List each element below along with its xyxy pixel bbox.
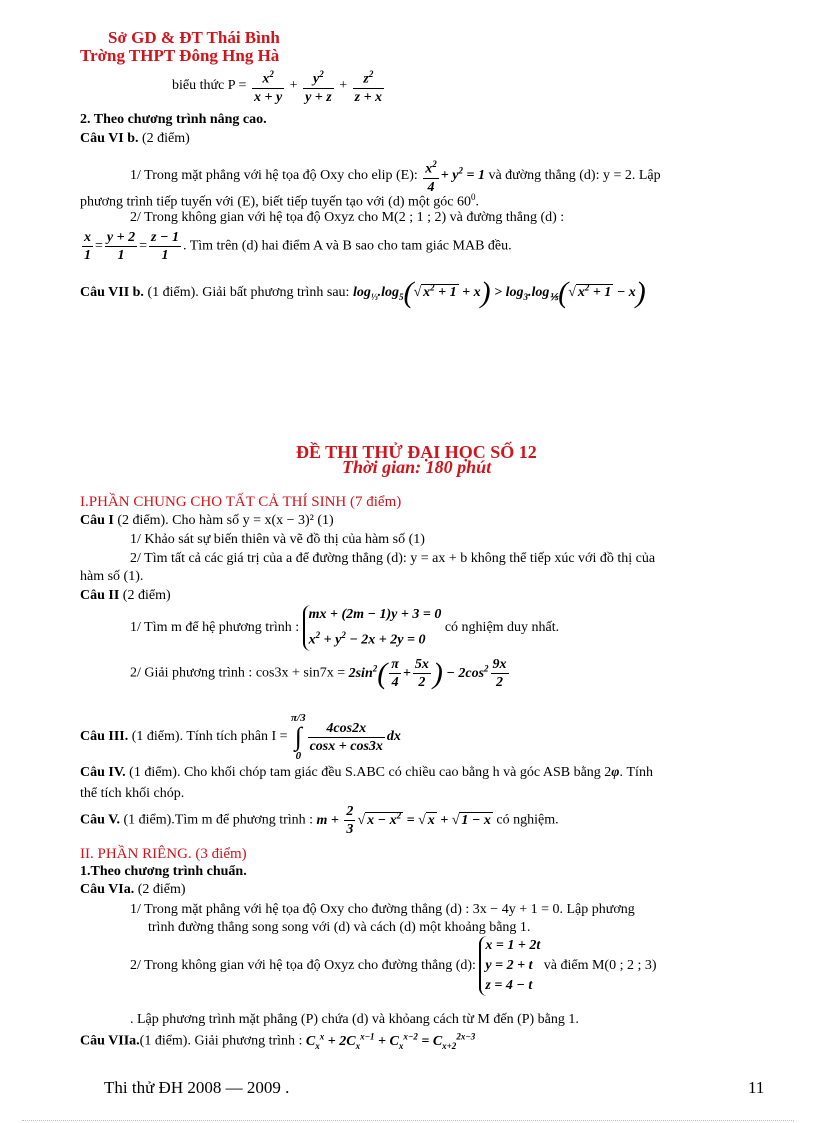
section-heading-advanced: 2. Theo chương trình nâng cao. — [80, 112, 267, 127]
question-7a: Câu VIIa.(1 điểm). Giải phương trình : $C_x^x + 2C_x^{x-1} + C_x^{x-2} = C_{x+2}^{2x-3}$ — [80, 1031, 476, 1051]
footer-text: Thi thử ĐH 2008 — 2009 . — [104, 1078, 290, 1097]
question-6b-header: Câu VI b. (2 điểm) — [80, 131, 190, 146]
page-number: 11 — [748, 1078, 765, 1097]
question-1-2: 2/ Tìm tất cả các giá trị của a để đường thẳng (d): y = ax + b không thể tiếp xúc với đồ thị của — [130, 551, 656, 566]
question-7b: Câu VII b. (1 điểm). Giải bất phương trình sau: $\log_{\frac{1}{3}}.\log_5(√$ $x^2 + 1 + x) > \log_3.\log_{\frac{1}{5}}(√$ $x^2 + 1 - x$) — [80, 276, 646, 309]
fraction: $\frac{x^2}{4}$ — [423, 156, 439, 196]
question-6b-1: 1/ Trong mặt phẳng với hệ tọa độ Oxy cho elip (E): $\frac{x^2}{4}$ + $y^2 = 1$ và đường thẳng (d): y = 2. Lập — [130, 156, 661, 196]
question-2: Câu II (2 điểm) — [80, 588, 171, 603]
question-5: Câu V. (1 điểm).Tìm m để phương trình : m + $\frac{2}{3}$ √ $x - x^2$ = √ x + √ 1 − x có nghiệm. — [80, 804, 559, 837]
question-6a-2: 2/ Trong không gian với hệ tọa độ Oxyz cho đường thẳng (d): x = 1 + 2t y = 2 + t z = 4 − t và điểm M(0 ; 2 ; 3) — [130, 936, 657, 996]
expression-p: biểu thức P = $\frac{x^2}{x + y}$ + $\frac{y^2}{y + z}$ + $\frac{z^2}{z + x}$ — [172, 66, 386, 106]
question-1: Câu I (2 điểm). Cho hàm số y = x(x − 3)² (1) — [80, 513, 334, 528]
question-3: Câu III. (1 điểm). Tính tích phân I = π/3 ∫ 0 $\frac{4\cos 2x}{\cos x + \cos 3x}$ dx — [80, 712, 401, 762]
question-4-cont: thể tích khối chóp. — [80, 786, 185, 801]
footer-divider — [22, 1120, 794, 1121]
school-name: Trờng THPT Đông Hng Hà — [80, 46, 280, 65]
question-4: Câu IV. (1 điểm). Cho khối chóp tam giác đều S.ABC có chiều cao bằng h và góc ASB bằng 2φ. Tính — [80, 765, 653, 780]
question-6b-2: 2/ Trong không gian với hệ tọa độ Oxyz cho M(2 ; 1 ; 2) và đường thẳng (d) : — [130, 210, 565, 225]
question-6a-1: 1/ Trong mặt phẳng với hệ tọa độ Oxy cho đường thẳng (d) : 3x − 4y + 1 = 0. Lập phương — [130, 902, 635, 917]
fraction: $\frac{z^2}{z + x}$ — [353, 66, 384, 106]
exam-time: Thời gian: 180 phút — [342, 457, 492, 477]
question-6a-1-cont: trình đường thẳng song song với (d) và cách (d) một khoảng bằng 1. — [148, 920, 531, 935]
exam-title: ĐỀ THI THỬ ĐẠI HỌC SỐ 12 — [296, 442, 537, 462]
equation-system: x = 1 + 2t y = 2 + t z = 4 − t — [479, 936, 540, 996]
question-1-1: 1/ Khảo sát sự biến thiên và vẽ đồ thị của hàm số (1) — [130, 532, 425, 547]
question-6b-1-cont: phương trình tiếp tuyến với (E), biết tiếp tuyến tạo với (d) một góc $60^0$. — [80, 192, 480, 210]
equation-system: mx + (2m − 1)y + 3 = 0 $x^2 + y^2 - 2x + 2y = 0$ — [303, 605, 442, 651]
school-department: Sở GD & ĐT Thái Bình — [108, 28, 280, 47]
part2-sub-standard: 1.Theo chương trình chuẩn. — [80, 864, 247, 879]
question-6b-2-line: $\frac{x}{1}$ = $\frac{y + 2}{1}$ = $\frac{z - 1}{1}$ . Tìm trên (d) hai điểm A và B sao cho tam giác MAB đều. — [84, 230, 512, 263]
fraction: $\frac{x^2}{x + y}$ — [252, 66, 284, 106]
part2-heading: II. PHẦN RIÊNG. (3 điểm) — [80, 846, 247, 862]
question-2-2: 2/ Giải phương trình : $\cos 3x + \sin 7x = 2\sin^2$( $\frac{\pi}{4}$ + $\frac{5x}{2}$ ) − $2\cos^2$ $\frac{9x}{2}$ — [130, 656, 507, 690]
question-6a-2-cont: . Lập phương trình mặt phẳng (P) chứa (d) và khỏang cách từ M đến (P) bằng 1. — [130, 1012, 579, 1027]
question-6a: Câu VIa. (2 điểm) — [80, 882, 186, 897]
expression-prefix: biểu thức P = — [172, 78, 247, 94]
question-1-2-cont: hàm số (1). — [80, 569, 144, 584]
question-2-1: 1/ Tìm m để hệ phương trình : mx + (2m − 1)y + 3 = 0 $x^2 + y^2 - 2x + 2y = 0$ có nghiệm duy nhất. — [130, 605, 559, 651]
part1-heading: I.PHẦN CHUNG CHO TẤT CẢ THÍ SINH (7 điểm) — [80, 494, 402, 510]
fraction: $\frac{y^2}{y + z}$ — [303, 66, 334, 106]
